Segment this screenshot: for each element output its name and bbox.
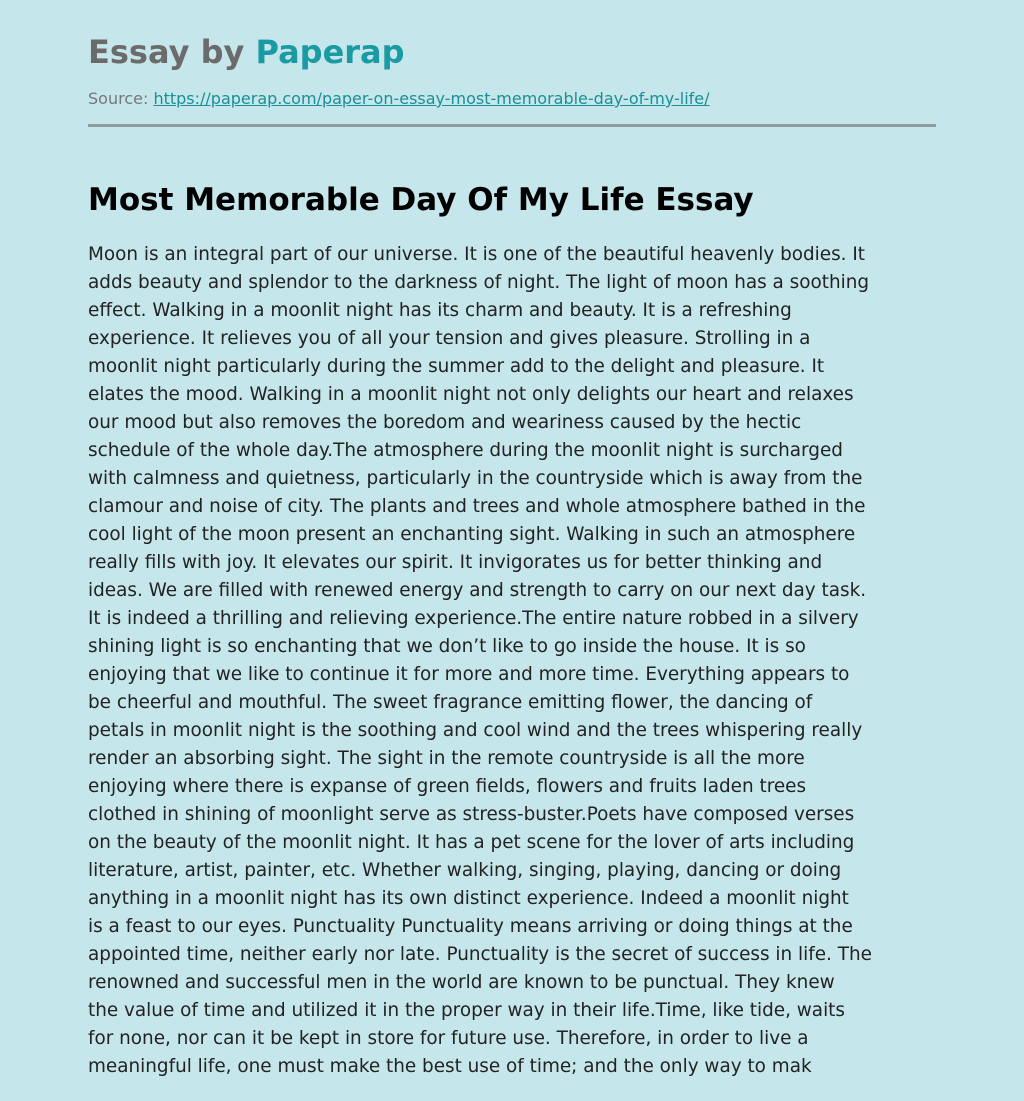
essay-body-line: petals in moonlit night is the soothing and cool wind and the trees whispering really [88,720,863,741]
essay-body-line: shining light is so enchanting that we don’t like to go inside the house. It is so [88,636,806,657]
essay-body-line: effect. Walking in a moonlit night has its charm and beauty. It is a refreshing [88,300,792,321]
essay-body-line: ideas. We are filled with renewed energy and strength to carry on our next day task. [88,580,867,601]
essay-body-line: be cheerful and mouthful. The sweet fragrance emitting flower, the dancing of [88,692,813,713]
header-divider [88,124,936,127]
essay-body-line: clamour and noise of city. The plants and trees and whole atmosphere bathed in the [88,496,866,517]
essay-body-line: cool light of the moon present an enchanting sight. Walking in such an atmosphere [88,524,856,545]
essay-body-line: meaningful life, one must make the best use of time; and the only way to mak [88,1056,812,1077]
essay-body-line: really fills with joy. It elevates our spirit. It invigorates us for better thinking and [88,552,823,573]
source-label: Source: [88,89,149,108]
essay-body-line: adds beauty and splendor to the darkness of night. The light of moon has a soothing [88,272,870,293]
source-link[interactable]: https://paperap.com/paper-on-essay-most-memorable-day-of-my-life/ [153,89,710,108]
essay-body-line: Moon is an integral part of our universe. It is one of the beautiful heavenly bodies. It [88,244,866,265]
essay-body-line: schedule of the whole day.The atmosphere during the moonlit night is surcharged [88,440,843,461]
essay-body-line: the value of time and utilized it in the proper way in their life.Time, like tide, waits [88,1000,845,1021]
essay-body-line: enjoying where there is expanse of green fields, flowers and fruits laden trees [88,776,807,797]
essay-body-line: moonlit night particularly during the summer add to the delight and pleasure. It [88,356,825,377]
essay-body [88,241,948,1081]
brand-name: Paperap [255,33,405,71]
essay-body-line: elates the mood. Walking in a moonlit night not only delights our heart and relaxes [88,384,854,405]
essay-body-line: experience. It relieves you of all your tension and gives pleasure. Strolling in a [88,328,811,349]
essay-body-line: literature, artist, painter, etc. Whether walking, singing, playing, dancing or doing [88,860,842,881]
essay-body-line: is a feast to our eyes. Punctuality Punctuality means arriving or doing things at the [88,916,853,937]
essay-body-line: anything in a moonlit night has its own distinct experience. Indeed a moonlit night [88,888,849,909]
essay-body-line: clothed in shining of moonlight serve as stress-buster.Poets have composed verses [88,804,855,825]
essay-body-line: our mood but also removes the boredom and weariness caused by the hectic [88,412,802,433]
essay-body-line: renowned and successful men in the world are known to be punctual. They knew [88,972,835,993]
brand-prefix: Essay by [88,33,245,71]
essay-body-line: appointed time, neither early nor late. Punctuality is the secret of success in life. The [88,944,872,965]
essay-title: Most Memorable Day Of My Life Essay [88,182,754,218]
essay-body-line: render an absorbing sight. The sight in the remote countryside is all the more [88,748,805,769]
site-brand[interactable] [88,30,405,74]
essay-body-line: with calmness and quietness, particularly in the countryside which is away from the [88,468,863,489]
essay-body-line: for none, nor can it be kept in store for future use. Therefore, in order to live a [88,1028,809,1049]
essay-body-line: enjoying that we like to continue it for more and more time. Everything appears to [88,664,850,685]
essay-body-line: on the beauty of the moonlit night. It has a pet scene for the lover of arts including [88,832,855,853]
source-line [88,88,710,110]
essay-body-line: It is indeed a thrilling and relieving experience.The entire nature robbed in a silvery [88,608,859,629]
